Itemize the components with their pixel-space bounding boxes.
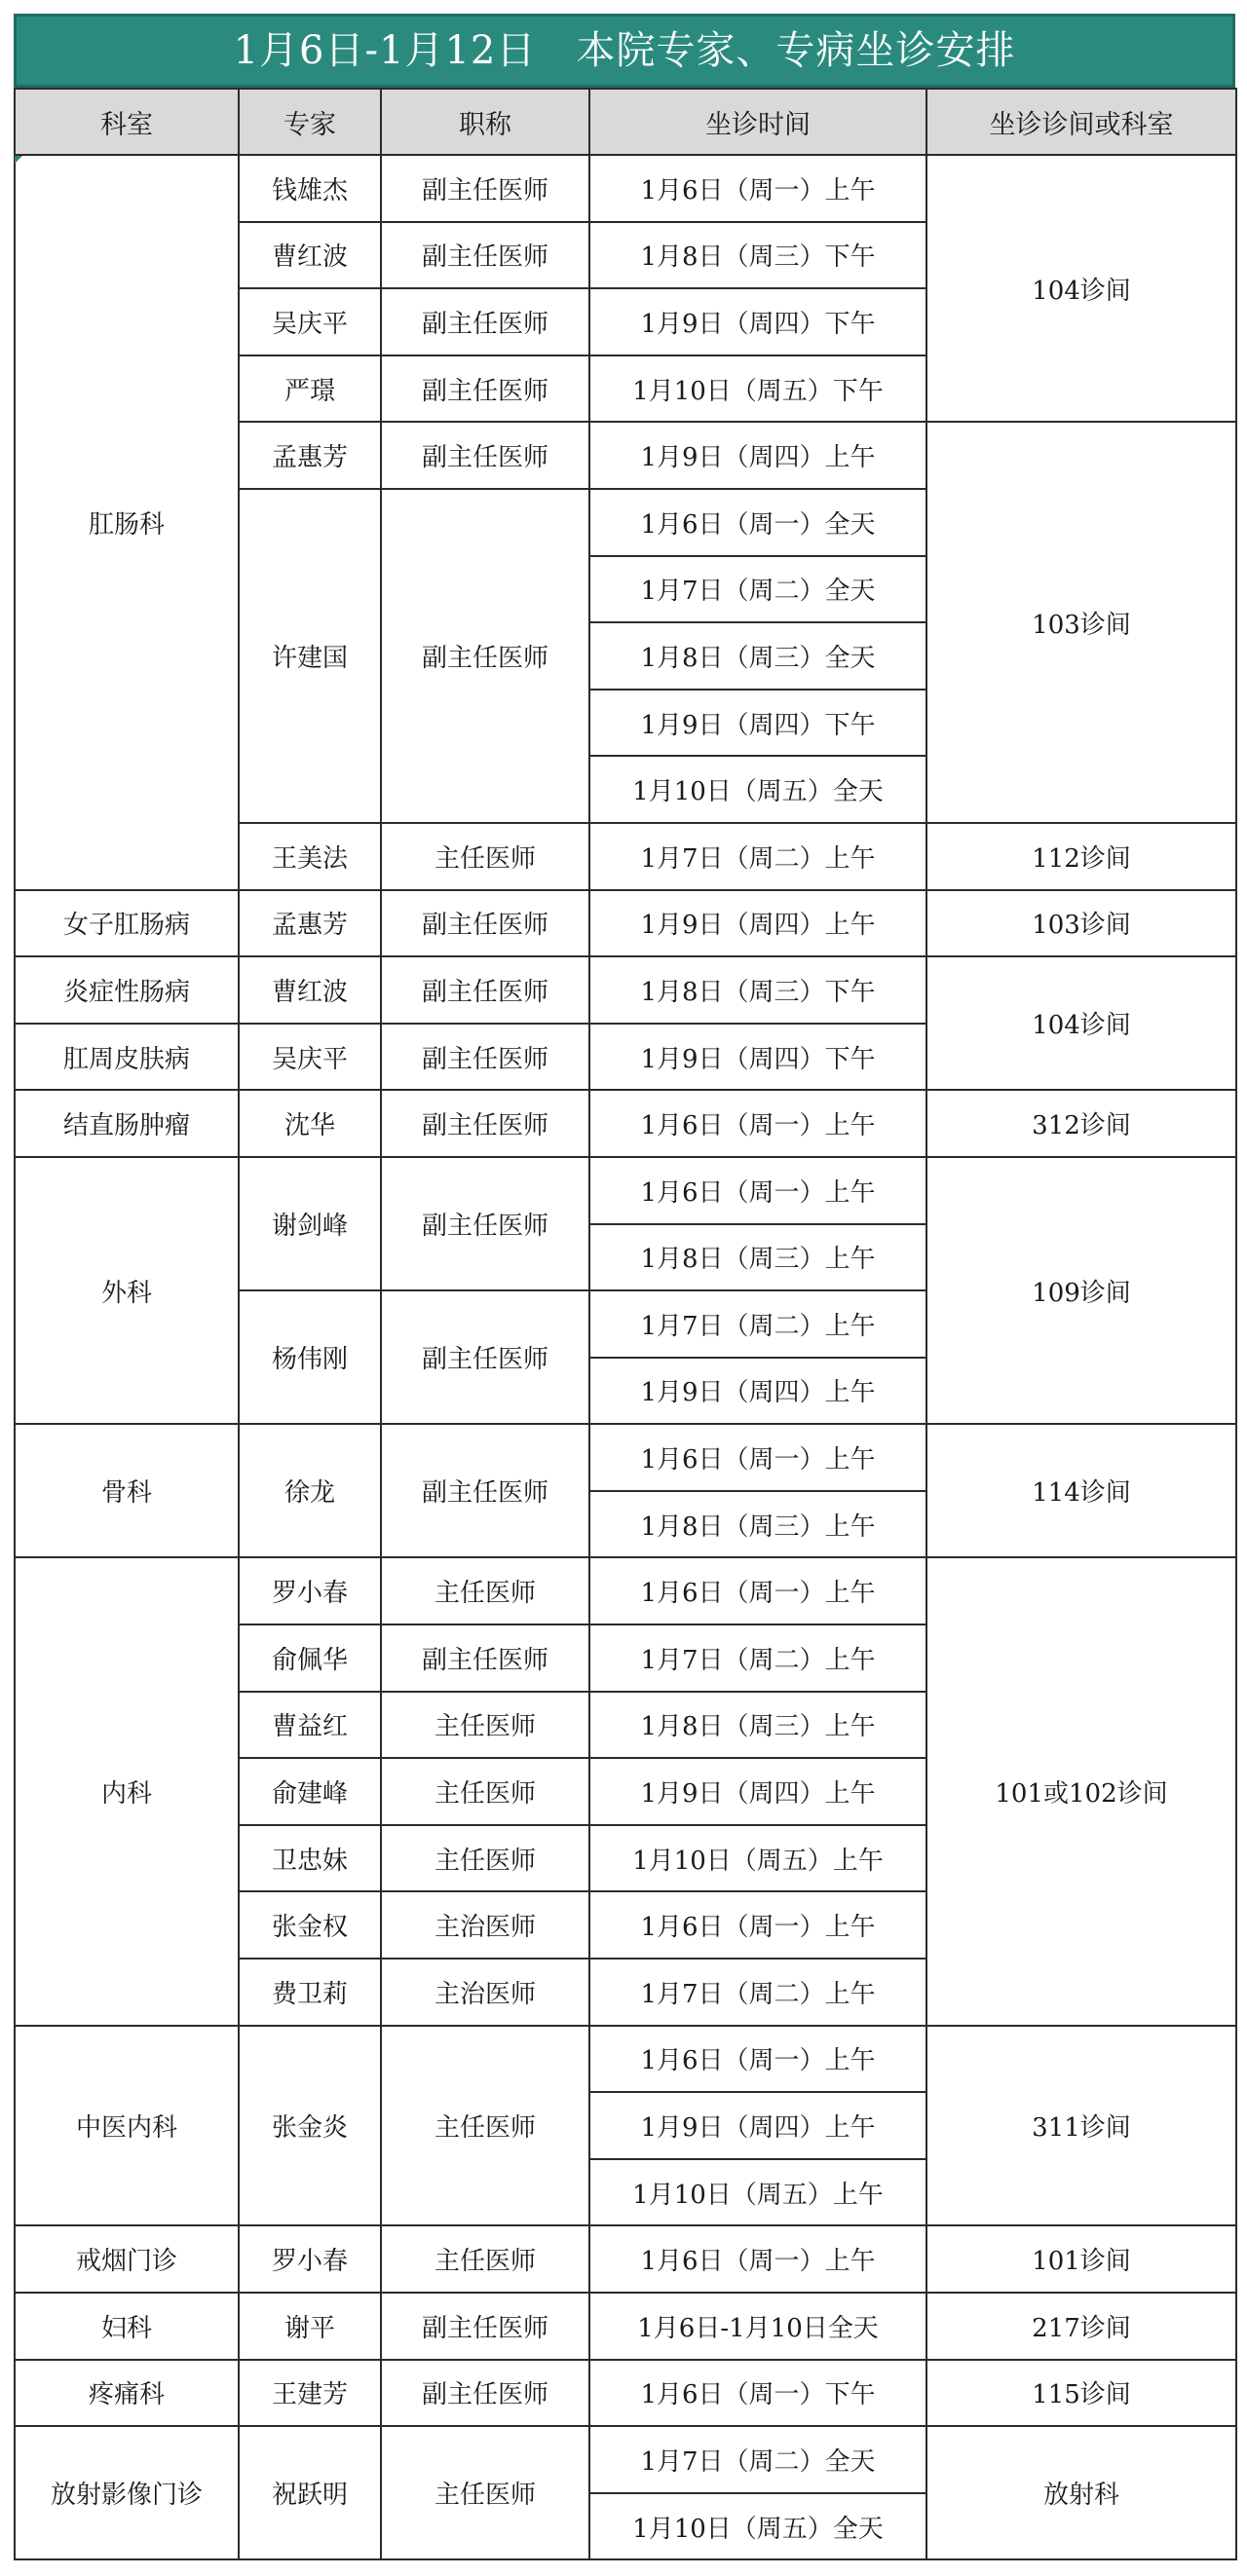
rank-cell: 主任医师: [381, 1557, 589, 1624]
time-cell: 1月10日（周五）全天: [589, 2493, 926, 2560]
table-row: [15, 890, 1236, 957]
rank-cell: 主任医师: [381, 2426, 589, 2559]
rank-cell: 主任医师: [381, 2026, 589, 2226]
rank-cell: 主任医师: [381, 823, 589, 890]
rank-cell: 副主任医师: [381, 1090, 589, 1157]
time-cell: 1月9日（周四）上午: [589, 422, 926, 489]
rank-cell: 主治医师: [381, 1891, 589, 1959]
rank-cell: 副主任医师: [381, 422, 589, 489]
room-cell: 104诊间: [926, 956, 1236, 1090]
room-cell: 112诊间: [926, 823, 1236, 890]
dept-cell: 炎症性肠病: [15, 956, 239, 1024]
dept-cell: 中医内科: [15, 2026, 239, 2226]
rank-cell: 副主任医师: [381, 956, 589, 1024]
time-cell: 1月8日（周三）上午: [589, 1692, 926, 1759]
expert-cell: 罗小春: [239, 2225, 381, 2293]
rank-cell: 主任医师: [381, 1692, 589, 1759]
time-cell: 1月7日（周二）上午: [589, 1290, 926, 1358]
dept-cell: 骨科: [15, 1424, 239, 1557]
time-cell: 1月9日（周四）下午: [589, 288, 926, 355]
table-row: [15, 1424, 1236, 1491]
time-cell: 1月6日（周一）上午: [589, 1424, 926, 1491]
expert-cell: 吴庆平: [239, 1024, 381, 1091]
table-row: [15, 1557, 1236, 1624]
rank-cell: 副主任医师: [381, 222, 589, 289]
room-cell: 103诊间: [926, 890, 1236, 957]
expert-cell: 沈华: [239, 1090, 381, 1157]
expert-cell: 俞佩华: [239, 1624, 381, 1692]
rank-cell: 副主任医师: [381, 288, 589, 355]
expert-cell: 王美法: [239, 823, 381, 890]
time-cell: 1月6日（周一）上午: [589, 1090, 926, 1157]
expert-cell: 张金权: [239, 1891, 381, 1959]
expert-cell: 孟惠芳: [239, 422, 381, 489]
room-cell: 101诊间: [926, 2225, 1236, 2293]
table-row: [15, 2026, 1236, 2093]
cell-corner-marker: [15, 156, 22, 164]
schedule-table: [14, 88, 1237, 2560]
rank-cell: 副主任医师: [381, 489, 589, 823]
room-cell: 115诊间: [926, 2360, 1236, 2427]
expert-cell: 罗小春: [239, 1557, 381, 1624]
time-cell: 1月10日（周五）全天: [589, 756, 926, 823]
schedule-sheet: [14, 14, 1235, 2560]
expert-cell: 钱雄杰: [239, 155, 381, 222]
header-expert: 专家: [239, 89, 381, 155]
dept-cell: 结直肠肿瘤: [15, 1090, 239, 1157]
expert-cell: 俞建峰: [239, 1758, 381, 1825]
table-row: [15, 2225, 1236, 2293]
dept-cell: 内科: [15, 1557, 239, 2025]
table-row: [15, 2360, 1236, 2427]
table-row: [15, 2426, 1236, 2493]
expert-cell: 曹红波: [239, 222, 381, 289]
rank-cell: 副主任医师: [381, 2360, 589, 2427]
expert-cell: 孟惠芳: [239, 890, 381, 957]
expert-cell: 曹益红: [239, 1692, 381, 1759]
expert-cell: 严璟: [239, 355, 381, 423]
expert-cell: 卫忠妹: [239, 1825, 381, 1892]
page-title: 1月6日-1月12日 本院专家、专病坐诊安排: [14, 14, 1235, 88]
rank-cell: 副主任医师: [381, 1624, 589, 1692]
time-cell: 1月9日（周四）上午: [589, 2092, 926, 2159]
time-cell: 1月6日（周一）上午: [589, 1557, 926, 1624]
time-cell: 1月6日-1月10日全天: [589, 2293, 926, 2360]
time-cell: 1月9日（周四）上午: [589, 1358, 926, 1425]
dept-cell: 放射影像门诊: [15, 2426, 239, 2559]
room-cell: 311诊间: [926, 2026, 1236, 2226]
header-room: 坐诊诊间或科室: [926, 89, 1236, 155]
room-cell: 114诊间: [926, 1424, 1236, 1557]
expert-cell: 杨伟刚: [239, 1290, 381, 1424]
header-department: 科室: [15, 89, 239, 155]
room-cell: 104诊间: [926, 155, 1236, 422]
time-cell: 1月7日（周二）全天: [589, 2426, 926, 2493]
expert-cell: 王建芳: [239, 2360, 381, 2427]
time-cell: 1月8日（周三）上午: [589, 1224, 926, 1291]
dept-cell: 外科: [15, 1157, 239, 1424]
rank-cell: 副主任医师: [381, 355, 589, 423]
time-cell: 1月9日（周四）下午: [589, 690, 926, 757]
room-cell: 101或102诊间: [926, 1557, 1236, 2025]
dept-cell: 疼痛科: [15, 2360, 239, 2427]
time-cell: 1月6日（周一）上午: [589, 1157, 926, 1224]
table-row: [15, 2293, 1236, 2360]
time-cell: 1月8日（周三）上午: [589, 1491, 926, 1558]
header-title: 职称: [381, 89, 589, 155]
table-row: [15, 1157, 1236, 1224]
rank-cell: 副主任医师: [381, 1157, 589, 1290]
rank-cell: 副主任医师: [381, 1290, 589, 1424]
dept-cell: 肛肠科: [15, 155, 239, 890]
rank-cell: 副主任医师: [381, 1424, 589, 1557]
time-cell: 1月6日（周一）上午: [589, 2026, 926, 2093]
expert-cell: 曹红波: [239, 956, 381, 1024]
room-cell: 217诊间: [926, 2293, 1236, 2360]
time-cell: 1月6日（周一）上午: [589, 155, 926, 222]
expert-cell: 许建国: [239, 489, 381, 823]
time-cell: 1月10日（周五）上午: [589, 1825, 926, 1892]
table-row: [15, 1090, 1236, 1157]
room-cell: 312诊间: [926, 1090, 1236, 1157]
dept-cell: 肛周皮肤病: [15, 1024, 239, 1091]
rank-cell: 副主任医师: [381, 2293, 589, 2360]
header-row: [15, 89, 1236, 155]
rank-cell: 主任医师: [381, 1825, 589, 1892]
rank-cell: 副主任医师: [381, 1024, 589, 1091]
rank-cell: 副主任医师: [381, 890, 589, 957]
expert-cell: 谢平: [239, 2293, 381, 2360]
time-cell: 1月7日（周二）全天: [589, 556, 926, 623]
time-cell: 1月8日（周三）全天: [589, 622, 926, 690]
time-cell: 1月7日（周二）上午: [589, 1624, 926, 1692]
header-time: 坐诊时间: [589, 89, 926, 155]
time-cell: 1月8日（周三）下午: [589, 222, 926, 289]
time-cell: 1月6日（周一）全天: [589, 489, 926, 556]
time-cell: 1月8日（周三）下午: [589, 956, 926, 1024]
expert-cell: 谢剑峰: [239, 1157, 381, 1290]
expert-cell: 吴庆平: [239, 288, 381, 355]
rank-cell: 主治医师: [381, 1959, 589, 2026]
dept-cell: 戒烟门诊: [15, 2225, 239, 2293]
time-cell: 1月9日（周四）下午: [589, 1024, 926, 1091]
time-cell: 1月6日（周一）下午: [589, 2360, 926, 2427]
expert-cell: 祝跃明: [239, 2426, 381, 2559]
expert-cell: 徐龙: [239, 1424, 381, 1557]
time-cell: 1月10日（周五）上午: [589, 2159, 926, 2226]
dept-cell: 妇科: [15, 2293, 239, 2360]
table-row: [15, 155, 1236, 222]
time-cell: 1月7日（周二）上午: [589, 823, 926, 890]
expert-cell: 张金炎: [239, 2026, 381, 2226]
time-cell: 1月10日（周五）下午: [589, 355, 926, 423]
dept-cell: 女子肛肠病: [15, 890, 239, 957]
room-cell: 109诊间: [926, 1157, 1236, 1424]
room-cell: 103诊间: [926, 422, 1236, 823]
time-cell: 1月6日（周一）上午: [589, 1891, 926, 1959]
time-cell: 1月6日（周一）上午: [589, 2225, 926, 2293]
time-cell: 1月9日（周四）上午: [589, 1758, 926, 1825]
expert-cell: 费卫莉: [239, 1959, 381, 2026]
table-row: [15, 956, 1236, 1024]
time-cell: 1月7日（周二）上午: [589, 1959, 926, 2026]
rank-cell: 副主任医师: [381, 155, 589, 222]
rank-cell: 主任医师: [381, 1758, 589, 1825]
time-cell: 1月9日（周四）上午: [589, 890, 926, 957]
rank-cell: 主任医师: [381, 2225, 589, 2293]
room-cell: 放射科: [926, 2426, 1236, 2559]
